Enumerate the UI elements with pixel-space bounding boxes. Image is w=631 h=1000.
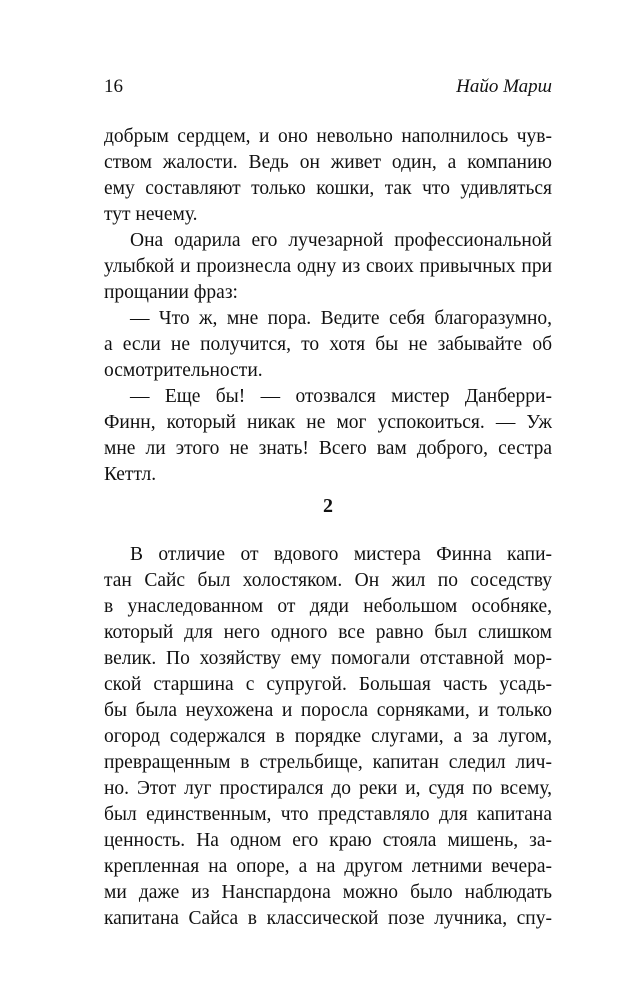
text-line: тут нечему.: [104, 204, 198, 225]
text-line: тан Сайс был холостяком. Он жил по соседству: [104, 570, 552, 591]
text-line: — Что ж, мне пора. Ведите себя благоразумно,: [130, 308, 552, 329]
text-line: ством жалости. Ведь он живет один, а компанию: [104, 152, 552, 173]
text-line: превращенным в стрельбище, капитан следил лич-: [104, 752, 552, 773]
text-line: улыбкой и произнесла одну из своих привычных при: [104, 256, 552, 277]
text-line: ему составляют только кошки, так что удивляться: [104, 178, 552, 199]
text-line: ми даже из Нанспардона можно было наблюдать: [104, 882, 552, 903]
text-line: а если не получится, то хотя бы не забывайте об: [104, 334, 552, 355]
text-line: Кеттл.: [104, 464, 157, 485]
text-line: — Еще бы! — отозвался мистер Данберри-: [130, 386, 552, 407]
chapter-number: 2: [323, 495, 333, 517]
text-line: был единственным, что представляло для капитана: [104, 804, 552, 825]
text-block-continuation: [104, 124, 552, 488]
text-line: прощании фраз:: [104, 282, 238, 303]
text-line: ской старшина с супругой. Большая часть усадь-: [104, 674, 552, 695]
text-line: ценность. На одном его краю стояла мишень, за-: [104, 830, 552, 851]
page-number: 16: [104, 76, 123, 97]
text-line: добрым сердцем, и оно невольно наполнилось чув-: [104, 126, 552, 147]
text-line: бы была неухожена и поросла сорняками, и только: [104, 700, 552, 721]
text-line: Финн, который никак не мог успокоиться. — Уж: [104, 412, 552, 433]
text-line: огород содержался в порядке слугами, а за лугом,: [104, 726, 552, 747]
text-line: Она одарила его лучезарной профессиональной: [130, 230, 552, 251]
text-line: мне ли этого не знать! Всего вам доброго, сестра: [104, 438, 552, 459]
page-header: [104, 76, 552, 100]
text-line: велик. По хозяйству ему помогали отставной мор-: [104, 648, 552, 669]
text-line: осмотрительности.: [104, 360, 263, 381]
running-title: Найо Марш: [456, 76, 552, 97]
text-line: крепленная на опоре, а на другом летними вечера-: [104, 856, 552, 877]
text-line: который для него одного все равно был слишком: [104, 622, 552, 643]
text-line: в унаследованном от дяди небольшом особняке,: [104, 596, 552, 617]
text-line: но. Этот луг простирался до реки и, судя по всему,: [104, 778, 552, 799]
text-line: капитана Сайса в классической позе лучника, спу-: [104, 908, 552, 929]
text-block-chapter: [104, 542, 552, 932]
text-line: В отличие от вдового мистера Финна капи-: [130, 544, 552, 565]
